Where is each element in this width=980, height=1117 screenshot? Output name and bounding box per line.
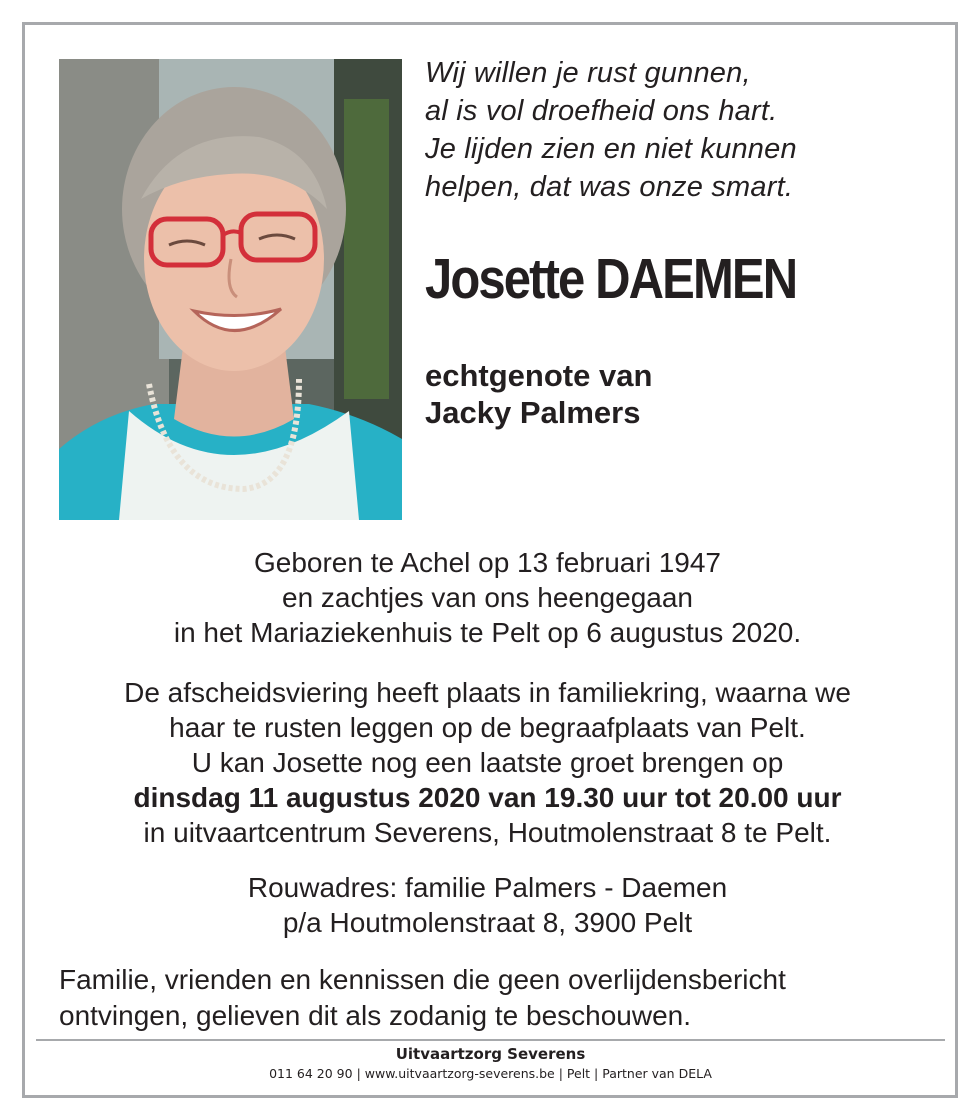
address-line: Rouwadres: familie Palmers - Daemen — [247, 872, 728, 903]
ceremony-location: in uitvaartcentrum Severens, Houtmolenstraat 8 te Pelt. — [143, 817, 832, 848]
birth-death-info — [40, 545, 935, 650]
closing-note — [59, 962, 786, 1034]
ceremony-line: De afscheidsviering heeft plaats in familiekring, waarna we — [124, 677, 851, 708]
poem — [425, 54, 945, 206]
spouse-name: Jacky Palmers — [425, 395, 641, 430]
closing-line: Familie, vrienden en kennissen die geen overlijdensbericht — [59, 964, 786, 995]
poem-line: Wij willen je rust gunnen, — [425, 57, 751, 89]
footer — [36, 1044, 945, 1084]
ceremony-line: U kan Josette nog een laatste groet brengen op — [191, 747, 784, 778]
birth-line: Geboren te Achel op 13 februari 1947 — [253, 547, 721, 578]
passing-line: en zachtjes van ons heengegaan — [282, 582, 693, 613]
poem-line: helpen, dat was onze smart. — [425, 171, 794, 203]
ceremony-info — [40, 675, 935, 850]
address-line: p/a Houtmolenstraat 8, 3900 Pelt — [282, 907, 693, 938]
mourning-address — [40, 870, 935, 940]
poem-line: al is vol droefheid ons hart. — [425, 95, 778, 127]
closing-line: ontvingen, gelieven dit als zodanig te beschouwen. — [59, 1000, 691, 1031]
portrait-photo — [59, 59, 402, 520]
poem-line: Je lijden zien en niet kunnen — [425, 133, 797, 165]
ceremony-line: haar te rusten leggen op de begraafplaats van Pelt. — [169, 712, 806, 743]
footer-divider — [36, 1039, 945, 1041]
deceased-name: Josette DAEMEN — [425, 247, 797, 311]
funeral-home-contact: 011 64 20 90 | www.uitvaartzorg-severens.be | Pelt | Partner van DELA — [269, 1066, 712, 1081]
relation-label: echtgenote van — [425, 358, 653, 393]
funeral-home-name: Uitvaartzorg Severens — [395, 1045, 586, 1063]
passing-place-line: in het Mariaziekenhuis te Pelt op 6 augustus 2020. — [173, 617, 802, 648]
spouse-info — [425, 357, 652, 431]
visit-time: dinsdag 11 augustus 2020 van 19.30 uur tot 20.00 uur — [133, 782, 842, 813]
